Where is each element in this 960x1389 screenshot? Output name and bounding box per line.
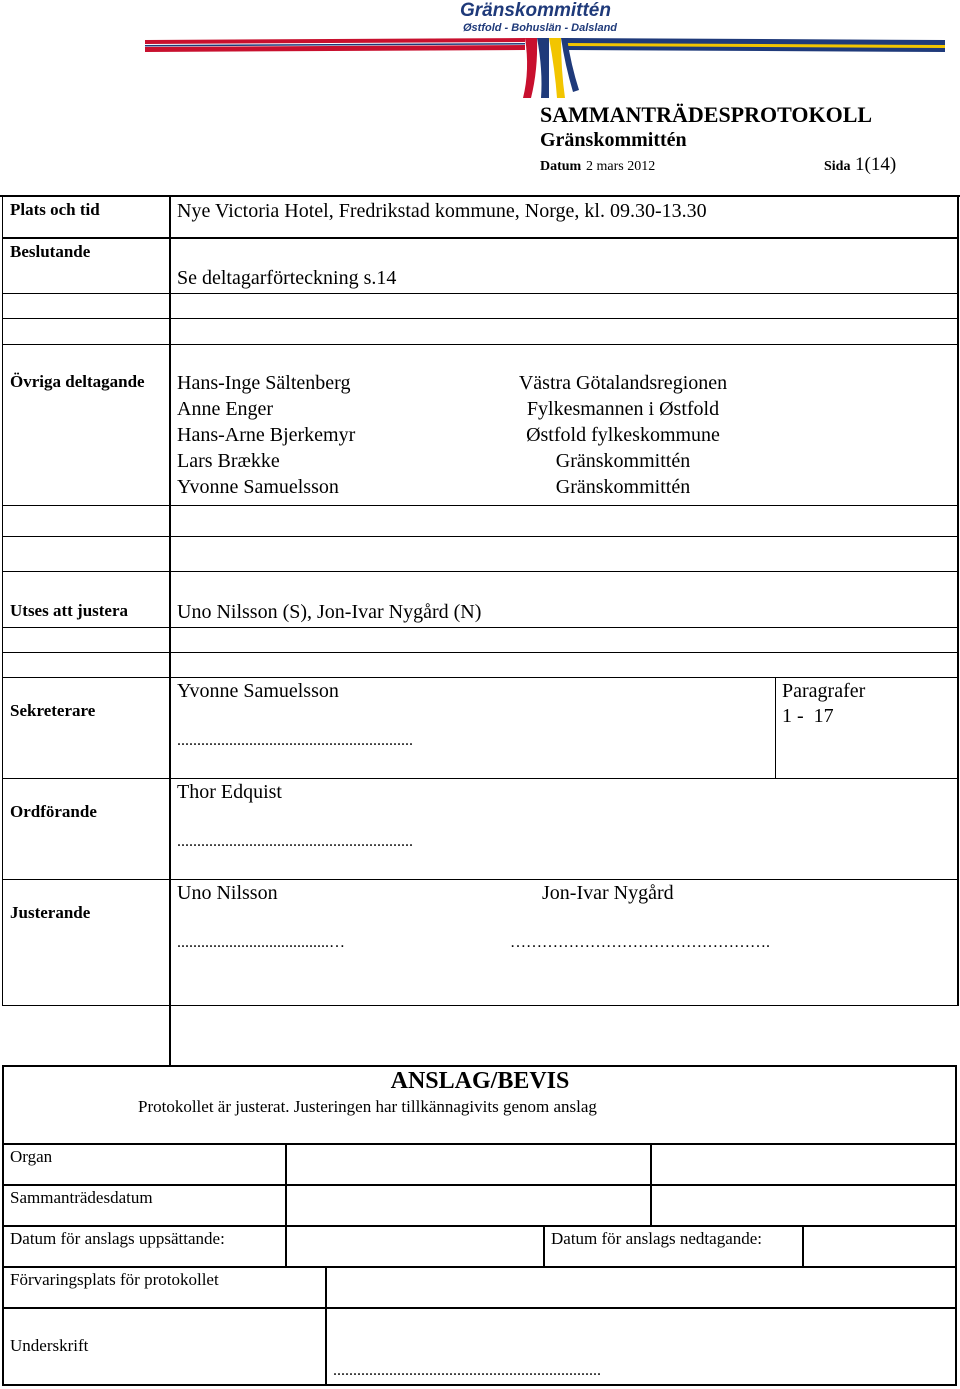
- participant-name: Hans-Arne Bjerkemyr: [177, 424, 356, 446]
- logo: [145, 0, 945, 100]
- paragrafer-label: Paragrafer: [782, 680, 866, 702]
- ordforande-name: Thor Edquist: [177, 781, 282, 803]
- row-divider: [2, 879, 959, 880]
- row-divider: [2, 677, 959, 678]
- underskrift-signature-line: ...................................................................: [333, 1362, 601, 1379]
- sammantradesdatum-label: Sammanträdesdatum: [10, 1188, 153, 1207]
- participant-org: Østfold fylkeskommune: [526, 424, 720, 446]
- beslutande-value: Se deltagarförteckning s.14: [177, 267, 397, 289]
- plats-value: Nye Victoria Hotel, Fredrikstad kommune, Norge, kl. 09.30-13.30: [177, 200, 707, 222]
- ordforande-label: Ordförande: [10, 802, 97, 821]
- ovriga-label: Övriga deltagande: [10, 372, 145, 391]
- anslag-col-divider: [543, 1225, 545, 1267]
- flag-ribbon-icon: [145, 30, 945, 100]
- justerande-name-2: Jon-Ivar Nygård: [542, 882, 674, 904]
- participant-name: Anne Enger: [177, 398, 274, 420]
- justerande-label: Justerande: [10, 903, 91, 922]
- participant-org: Fylkesmannen i Østfold: [526, 398, 720, 420]
- page-label: Sida: [824, 159, 851, 174]
- row-divider: [2, 505, 959, 506]
- row-divider: [2, 293, 959, 294]
- anslag-col-divider: [802, 1225, 804, 1267]
- anslag-divider: [2, 1266, 957, 1268]
- participant-org: Västra Götalandsregionen: [518, 372, 728, 394]
- row-divider: [2, 344, 959, 345]
- table-border: [957, 195, 959, 1005]
- organization-name: Gränskommittén: [540, 129, 687, 151]
- justerande-name-1: Uno Nilsson: [177, 882, 278, 904]
- anslag-col-divider: [325, 1266, 327, 1386]
- document-type: SAMMANTRÄDESPROTOKOLL: [540, 102, 873, 127]
- date-value: 2 mars 2012: [586, 159, 656, 174]
- anslag-subtitle: Protokollet är justerat. Justeringen har tillkännagivits genom anslag: [138, 1097, 597, 1116]
- anslag-col-divider: [285, 1143, 287, 1267]
- paragrafer-value: 1 - 17: [782, 705, 834, 727]
- anslag-divider: [2, 1307, 957, 1309]
- row-divider: [2, 318, 959, 319]
- row-divider: [2, 536, 959, 537]
- participant-name: Yvonne Samuelsson: [177, 476, 339, 498]
- sekreterare-signature-line: ...........................................................: [177, 732, 413, 749]
- page-number: 1(14): [855, 154, 897, 175]
- forvaringsplats-label: Förvaringsplats för protokollet: [10, 1270, 219, 1289]
- plats-label: Plats och tid: [10, 200, 100, 219]
- participant-org: Gränskommittén: [555, 450, 691, 472]
- table-border: [0, 195, 960, 197]
- beslutande-label: Beslutande: [10, 242, 91, 261]
- participant-org: Gränskommittén: [555, 476, 691, 498]
- logo-subtitle: Østfold - Bohuslän - Dalsland: [463, 22, 618, 34]
- row-divider: [2, 571, 959, 572]
- row-divider: [2, 652, 959, 653]
- row-divider: [2, 627, 959, 628]
- justerande-signature-line-2: ………………………………………….: [510, 934, 770, 951]
- anslag-divider: [2, 1225, 957, 1227]
- participant-name: Lars Brække: [177, 450, 280, 472]
- row-divider: [2, 1005, 959, 1006]
- anslag-divider: [2, 1143, 957, 1145]
- row-divider: [2, 778, 959, 779]
- logo-title: Gränskommittén: [460, 0, 611, 21]
- sekreterare-label: Sekreterare: [10, 701, 96, 720]
- participant-name: Hans-Inge Sältenberg: [177, 372, 351, 394]
- anslag-border: [2, 1384, 957, 1386]
- row-divider: [2, 237, 959, 239]
- date-label: Datum: [540, 159, 582, 174]
- uppsattande-label: Datum för anslags uppsättande:: [10, 1229, 225, 1248]
- anslag-col-divider: [650, 1143, 652, 1227]
- justerande-signature-line-1: ......................................…: [177, 934, 345, 951]
- underskrift-label: Underskrift: [10, 1336, 89, 1355]
- organ-label: Organ: [10, 1147, 53, 1166]
- utses-label: Utses att justera: [10, 601, 129, 620]
- ordforande-signature-line: ...........................................................: [177, 833, 413, 850]
- anslag-border: [2, 1065, 957, 1067]
- anslag-title: ANSLAG/BEVIS: [390, 1068, 570, 1094]
- paragrafer-divider: [775, 677, 776, 778]
- anslag-divider: [2, 1184, 957, 1186]
- nedtagande-label: Datum för anslags nedtagande:: [551, 1229, 763, 1248]
- table-divider: [169, 195, 171, 1065]
- table-border: [2, 195, 3, 1005]
- sekreterare-name: Yvonne Samuelsson: [177, 680, 339, 702]
- utses-value: Uno Nilsson (S), Jon-Ivar Nygård (N): [177, 601, 482, 623]
